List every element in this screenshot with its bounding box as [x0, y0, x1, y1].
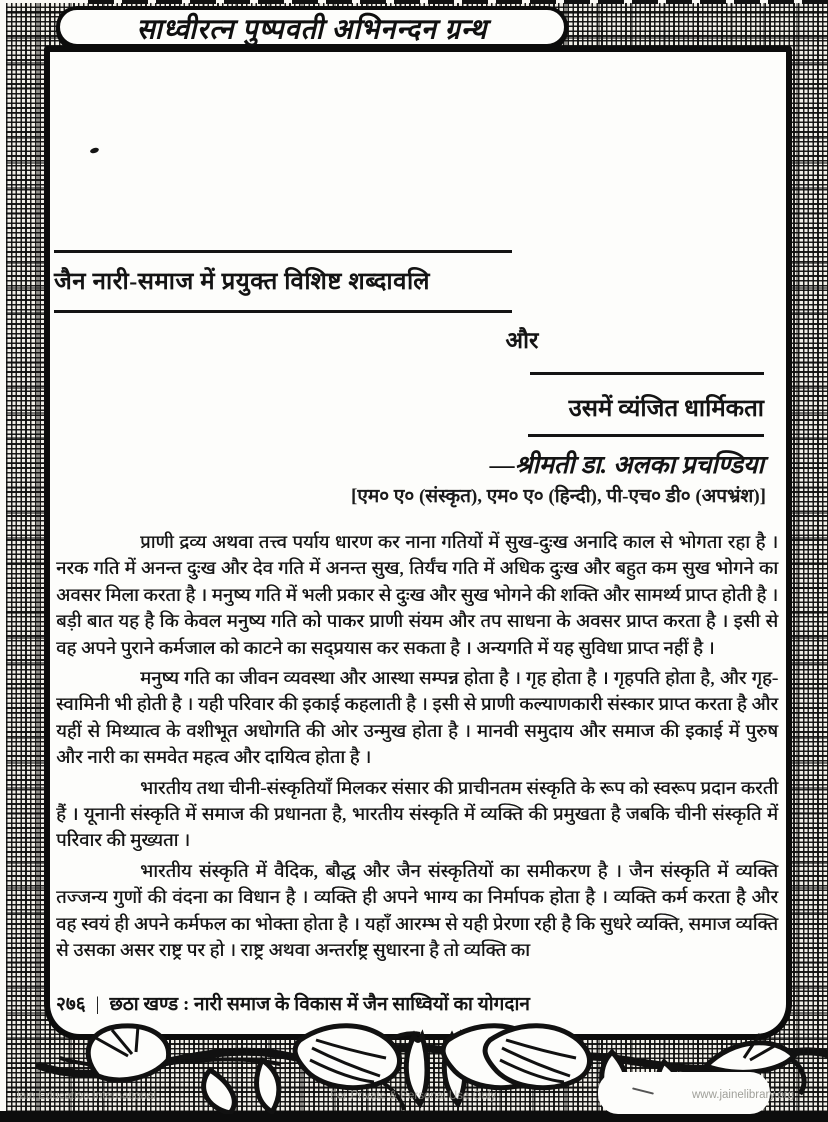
paragraph-2: मनुष्य गति का जीवन व्यवस्था और आस्था सम्पन्न होता है । गृह होता है । गृहपति होता है, और गृह-स्वामिनी भी होती है । यही परिवार की इकाई कहलाती है । इसी से प्राणी कल्याणकारी संस्कार प्राप्त करता है और यहीं से मिथ्यात्व के वशीभूत अधोगति की ओर उन्मुख होता है । मानवी समुदाय और समाज की इकाई में पुरुष और नारी का समवेत महत्व और दायित्व होता है । [56, 668, 778, 769]
book-title: साध्वीरत्न पुष्पवती अभिनन्दन ग्रन्थ [136, 12, 488, 45]
subtitle-rule-top [530, 372, 764, 375]
paragraph-1: प्राणी द्रव्य अथवा तत्त्व पर्याय धारण कर नाना गतियों में सुख-दुःख अनादि काल से भोगता रहा है । नरक गति में अनन्त दुःख और देव गति में अनन्त सुख, तिर्यंच गति में अधिक दुःख और बहुत कम सुख भोगने का अवसर मिला करता है । मनुष्य गति में भली प्रकार से दुःख और सुख भोगने की शक्ति और सामर्थ्य प्राप्त होती है । बड़ी बात यह है कि केवल मनुष्य गति को पाकर प्राणी संयम और तप साधना के अवसर प्राप्त करता है । इसी से वह अपने पुराने कर्मजाल को काटने का सद्प्रयास कर सकता है । अन्यगति में यह सुविधा प्राप्त नहीं है । [56, 532, 778, 659]
ink-blot [89, 147, 99, 155]
article-title-block [54, 250, 512, 313]
author-rule-top [528, 434, 764, 437]
title-rule-top [54, 250, 512, 253]
page-number: २७६ [56, 994, 86, 1015]
footer-divider: | [95, 994, 100, 1015]
title-conjunction: और [505, 328, 539, 353]
article-subtitle: उसमें व्यंजित धार्मिकता [568, 396, 764, 422]
author-block [474, 434, 764, 481]
author-credentials: [एम० ए० (संस्कृत), एम० ए० (हिन्दी), पी-एच० डी० (अपभ्रंश)] [351, 486, 766, 507]
watermark-right: www.jainelibrary.org [692, 1089, 795, 1101]
watermark-left: Jain Education International [14, 1090, 156, 1102]
paragraph-4: भारतीय संस्कृति में वैदिक, बौद्ध और जैन संस्कृतियों का समीकरण है । जैन संस्कृति में व्यक्ति तज्जन्य गुणों की वंदना का विधान है । व्यक्ति ही अपने भाग्य का निर्मापक होता है । व्यक्ति कर्म करता है और वह स्वयं ही अपने कर्मफल का भोक्ता होता है । यहाँ आरम्भ से यही प्रेरणा रही है कि सुधरे व्यक्ति, समाज व्यक्ति से उसका असर राष्ट्र पर हो । राष्ट्र अथवा अन्तर्राष्ट्र सुधारना है तो व्यक्ति का [56, 860, 778, 962]
article-subtitle-block [530, 372, 764, 424]
top-edge-line [88, 0, 828, 4]
section-title: छठा खण्ड : नारी समाज के विकास में जैन साध्वियों का योगदान [109, 994, 530, 1015]
paragraph-3: भारतीय तथा चीनी-संस्कृतियाँ मिलकर संसार की प्राचीनतम संस्कृति के रूप को स्वरूप प्रदान करती हैं । यूनानी संस्कृति में समाज की प्रधानता है, भारतीय संस्कृति में व्यक्ति की प्रमुखता है जबकि चीनी संस्कृति में परिवार की मुख्यता । [56, 777, 778, 852]
article-title: जैन नारी-समाज में प्रयुक्त विशिष्ट शब्दावलि [54, 269, 430, 295]
book-title-banner [56, 6, 568, 48]
author-name: —श्रीमती डा. अलका प्रचण्डिया [489, 452, 764, 479]
signature-mark [632, 1087, 654, 1094]
page-footer [56, 990, 778, 1016]
watermark-center: For Private & Personal Use Only [330, 1090, 497, 1102]
article-body [56, 530, 778, 969]
content-panel [44, 46, 792, 1040]
title-rule-bottom [54, 310, 512, 313]
